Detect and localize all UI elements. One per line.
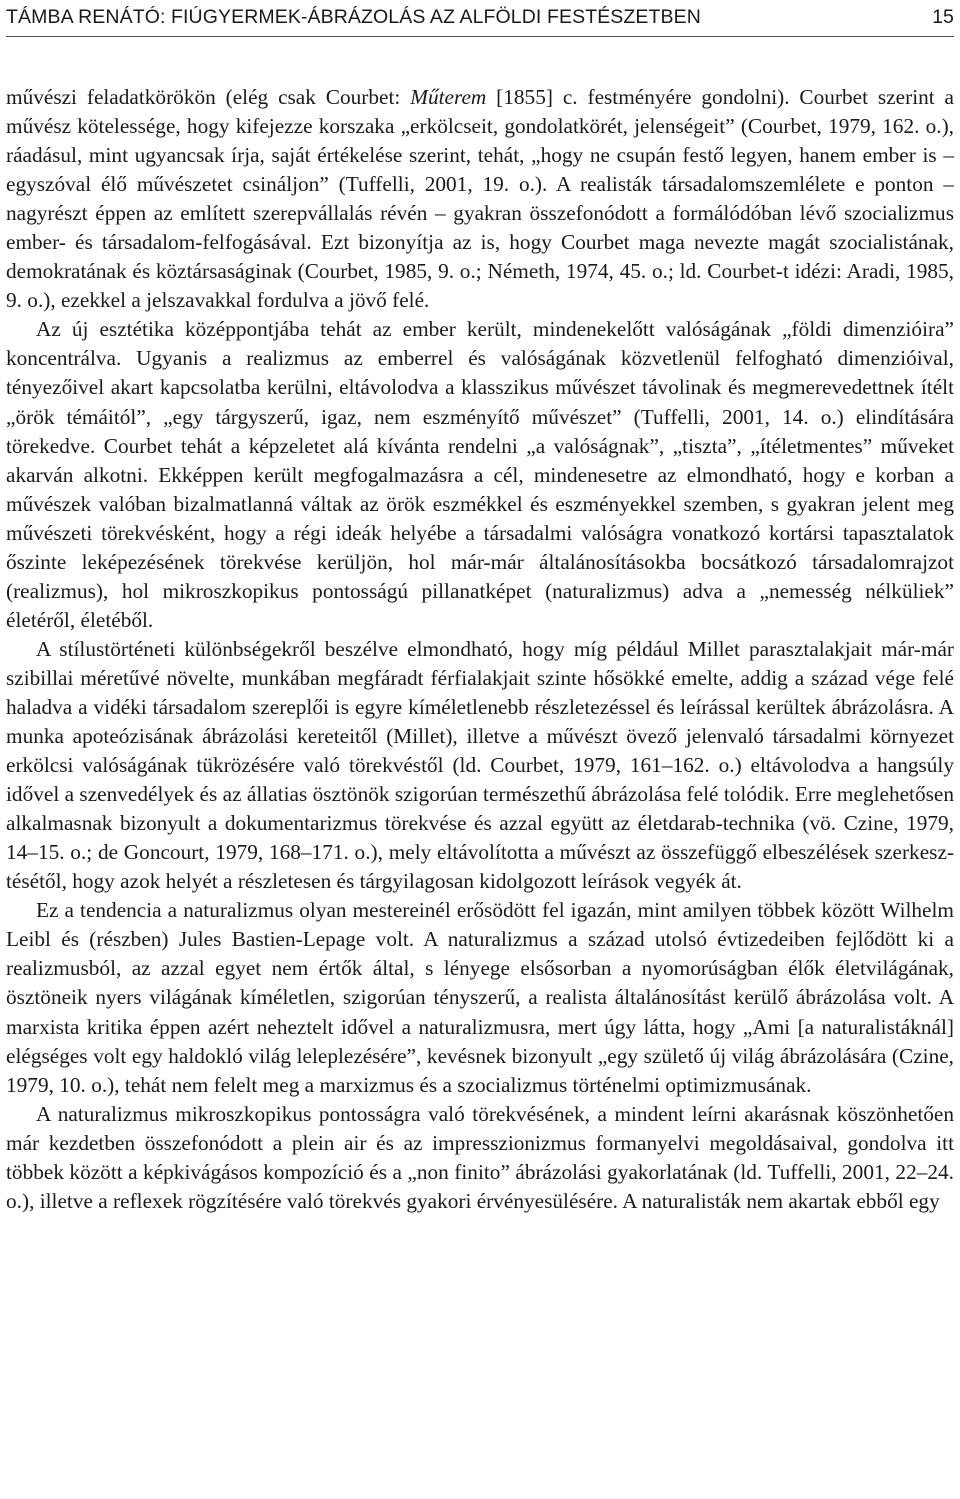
paragraph-2: Az új esztétika középpontjába tehát az ember került, mindenekelőtt valóságának „földi dimenzióira” koncentrálva. Ugyanis a realizmus az emberrel és valóságának közvetlenül felfogható dimenzióival, tényezőivel akart kapcsolatba kerülni, eltávolodva a klasszikus művészet távolinak és megmerevedettnek ítélt „örök témáitól”, „egy tárgyszerű, igaz, nem eszményítő művészet” (Tuffelli, 2001, 14. o.) elindítására törekedve. Courbet tehát a képzeletet alá kívánta rendelni „a valóságnak”, „tiszta”, „ítéletmentes” műveket akarván alkotni. Ekképpen került megfogalmazásra a cél, mindenesetre az elmondható, hogy e korban a művészek valóban bizalmatlanná váltak az örök eszmékkel és eszményekkel szemben, s gyakran jelent meg művészeti törekvésként, hogy a régi ideák helyébe a társadalmi valóságra vonatkozó kortársi tapasztalatok őszinte leképezésének törekvése kerüljön, hol már-már általánosításokba bocsátkozó társadalomrajzot (realizmus), hol mikroszkopikus pontosságú pillanatképet (naturalizmus) adva a „nemesség nélküliek” életéről, életéből. bbox=[6, 317, 954, 632]
running-header bbox=[6, 6, 954, 30]
page-number: 15 bbox=[932, 6, 954, 28]
header-rule bbox=[6, 36, 954, 37]
artwork-title: Műterem bbox=[410, 85, 487, 109]
body-text bbox=[6, 83, 954, 1216]
paragraph-1 bbox=[6, 83, 954, 315]
paragraph-5: A naturalizmus mikroszkopikus pontosságra való törekvésének, a mindent leírni akarásnak köszönhetően már kezdetben összefonódott a plein air és az impresszionizmus formanyelvi megoldásaival, gondolva itt többek között a képkivágásos kompozíció és a „non finito” ábrázolási gyakorlatának (ld. Tuffelli, 2001, 22–24. o.), illetve a reflexek rögzítésére való törekvés gyakori érvényesülésére. A naturalisták nem akartak ebből egy bbox=[6, 1101, 954, 1213]
paragraph-1-rest: [1855] c. festményére gondolni). Courbet szerint a művész kötelessége, hogy kifejezze korszaka „erkölcseit, gondolatkörét, jelenségeit” (Courbet, 1979, 162. o.), ráadásul, mint ugyancsak írja, saját értékelése szerint, tehát, „hogy ne csupán festő legyen, hanem ember is – egyszóval élő művészetet csináljon” (Tuffelli, 2001, 19. o.). A realisták társadalomszemlélete e ponton – nagyrészt éppen az említett szerepvállalás révén – gyakran összefonódott a formálódóban lévő szocializmus ember- és társadalom-felfogásával. Ezt bizonyítja az is, hogy Courbet maga nevezte magát szocialistának, demokratának és köztársaságinak (Courbet, 1985, 9. o.; Németh, 1974, 45. o.; ld. Courbet-t idézi: Aradi, 1985, 9. o.), ezekkel a jelszavakkal fordulva a jövő felé. bbox=[6, 85, 955, 313]
running-title: TÁMBA RENÁTÓ: FIÚGYERMEK-ÁBRÁZOLÁS AZ ALFÖLDI FESTÉSZETBEN bbox=[6, 6, 701, 28]
paragraph-3: A stílustörténeti különbségekről beszélve elmondható, hogy míg például Millet parasztalakjait már-már szibillai méretűvé növelte, munkában megfáradt férfialakjait szinte hősökké emelte, addig a század vége felé haladva a vidéki társadalom szereplői is egyre kíméletlenebb részletezéssel és leírással kerültek ábrázolásra. A munka apoteózisának ábrázolási kereteitől (Millet), illetve a művészt övező jelenvaló társadalmi környezet erkölcsi valóságának tükrözésére való törekvéstől (ld. Courbet, 1979, 161–162. o.) eltávolodva a hangsúly idővel a szenvedélyek és az állatias ösztönök szigorúan természethű ábrázolása felé tolódik. Erre meglehetősen alkalmasnak bizonyult a dokumentarizmus törekvése és azzal együtt az életdarab-technika (vö. Czine, 1979, 14–15. o.; de Goncourt, 1979, 168–171. o.), mely eltávolította a művészt az összefüggő elbeszélések szerkesztésétől, hogy azok helyét a részletesen és tárgyilagosan kidolgozott leírások vegyék át. bbox=[6, 636, 954, 894]
paragraph-1-start: művészi feladatkörökön (elég csak Courbet: bbox=[6, 85, 411, 109]
paragraph-4: Ez a tendencia a naturalizmus olyan mestereinél erősödött fel igazán, mint amilyen többek között Wilhelm Leibl és (részben) Jules Bastien-Lepage volt. A naturalizmus a század utolsó évtizedeiben fejlődött ki a realizmusból, az azzal egyet nem értők által, s lényege elsősorban a nyomorúságban élők életvilágának, ösztöneik nyers világának kíméletlen, szigorúan tényszerű, a realista általánosítást kerülő ábrázolása volt. A marxista kritika éppen azért neheztelt idővel a naturalizmusra, mert úgy látta, hogy „Ami [a naturalistáknál] elégséges volt egy haldokló világ leleplezésére”, kevésnek bizonyult „egy születő új világ ábrázolására (Czine, 1979, 10. o.), tehát nem felelt meg a marxizmus és a szocializmus történelmi optimizmusának. bbox=[6, 898, 954, 1097]
